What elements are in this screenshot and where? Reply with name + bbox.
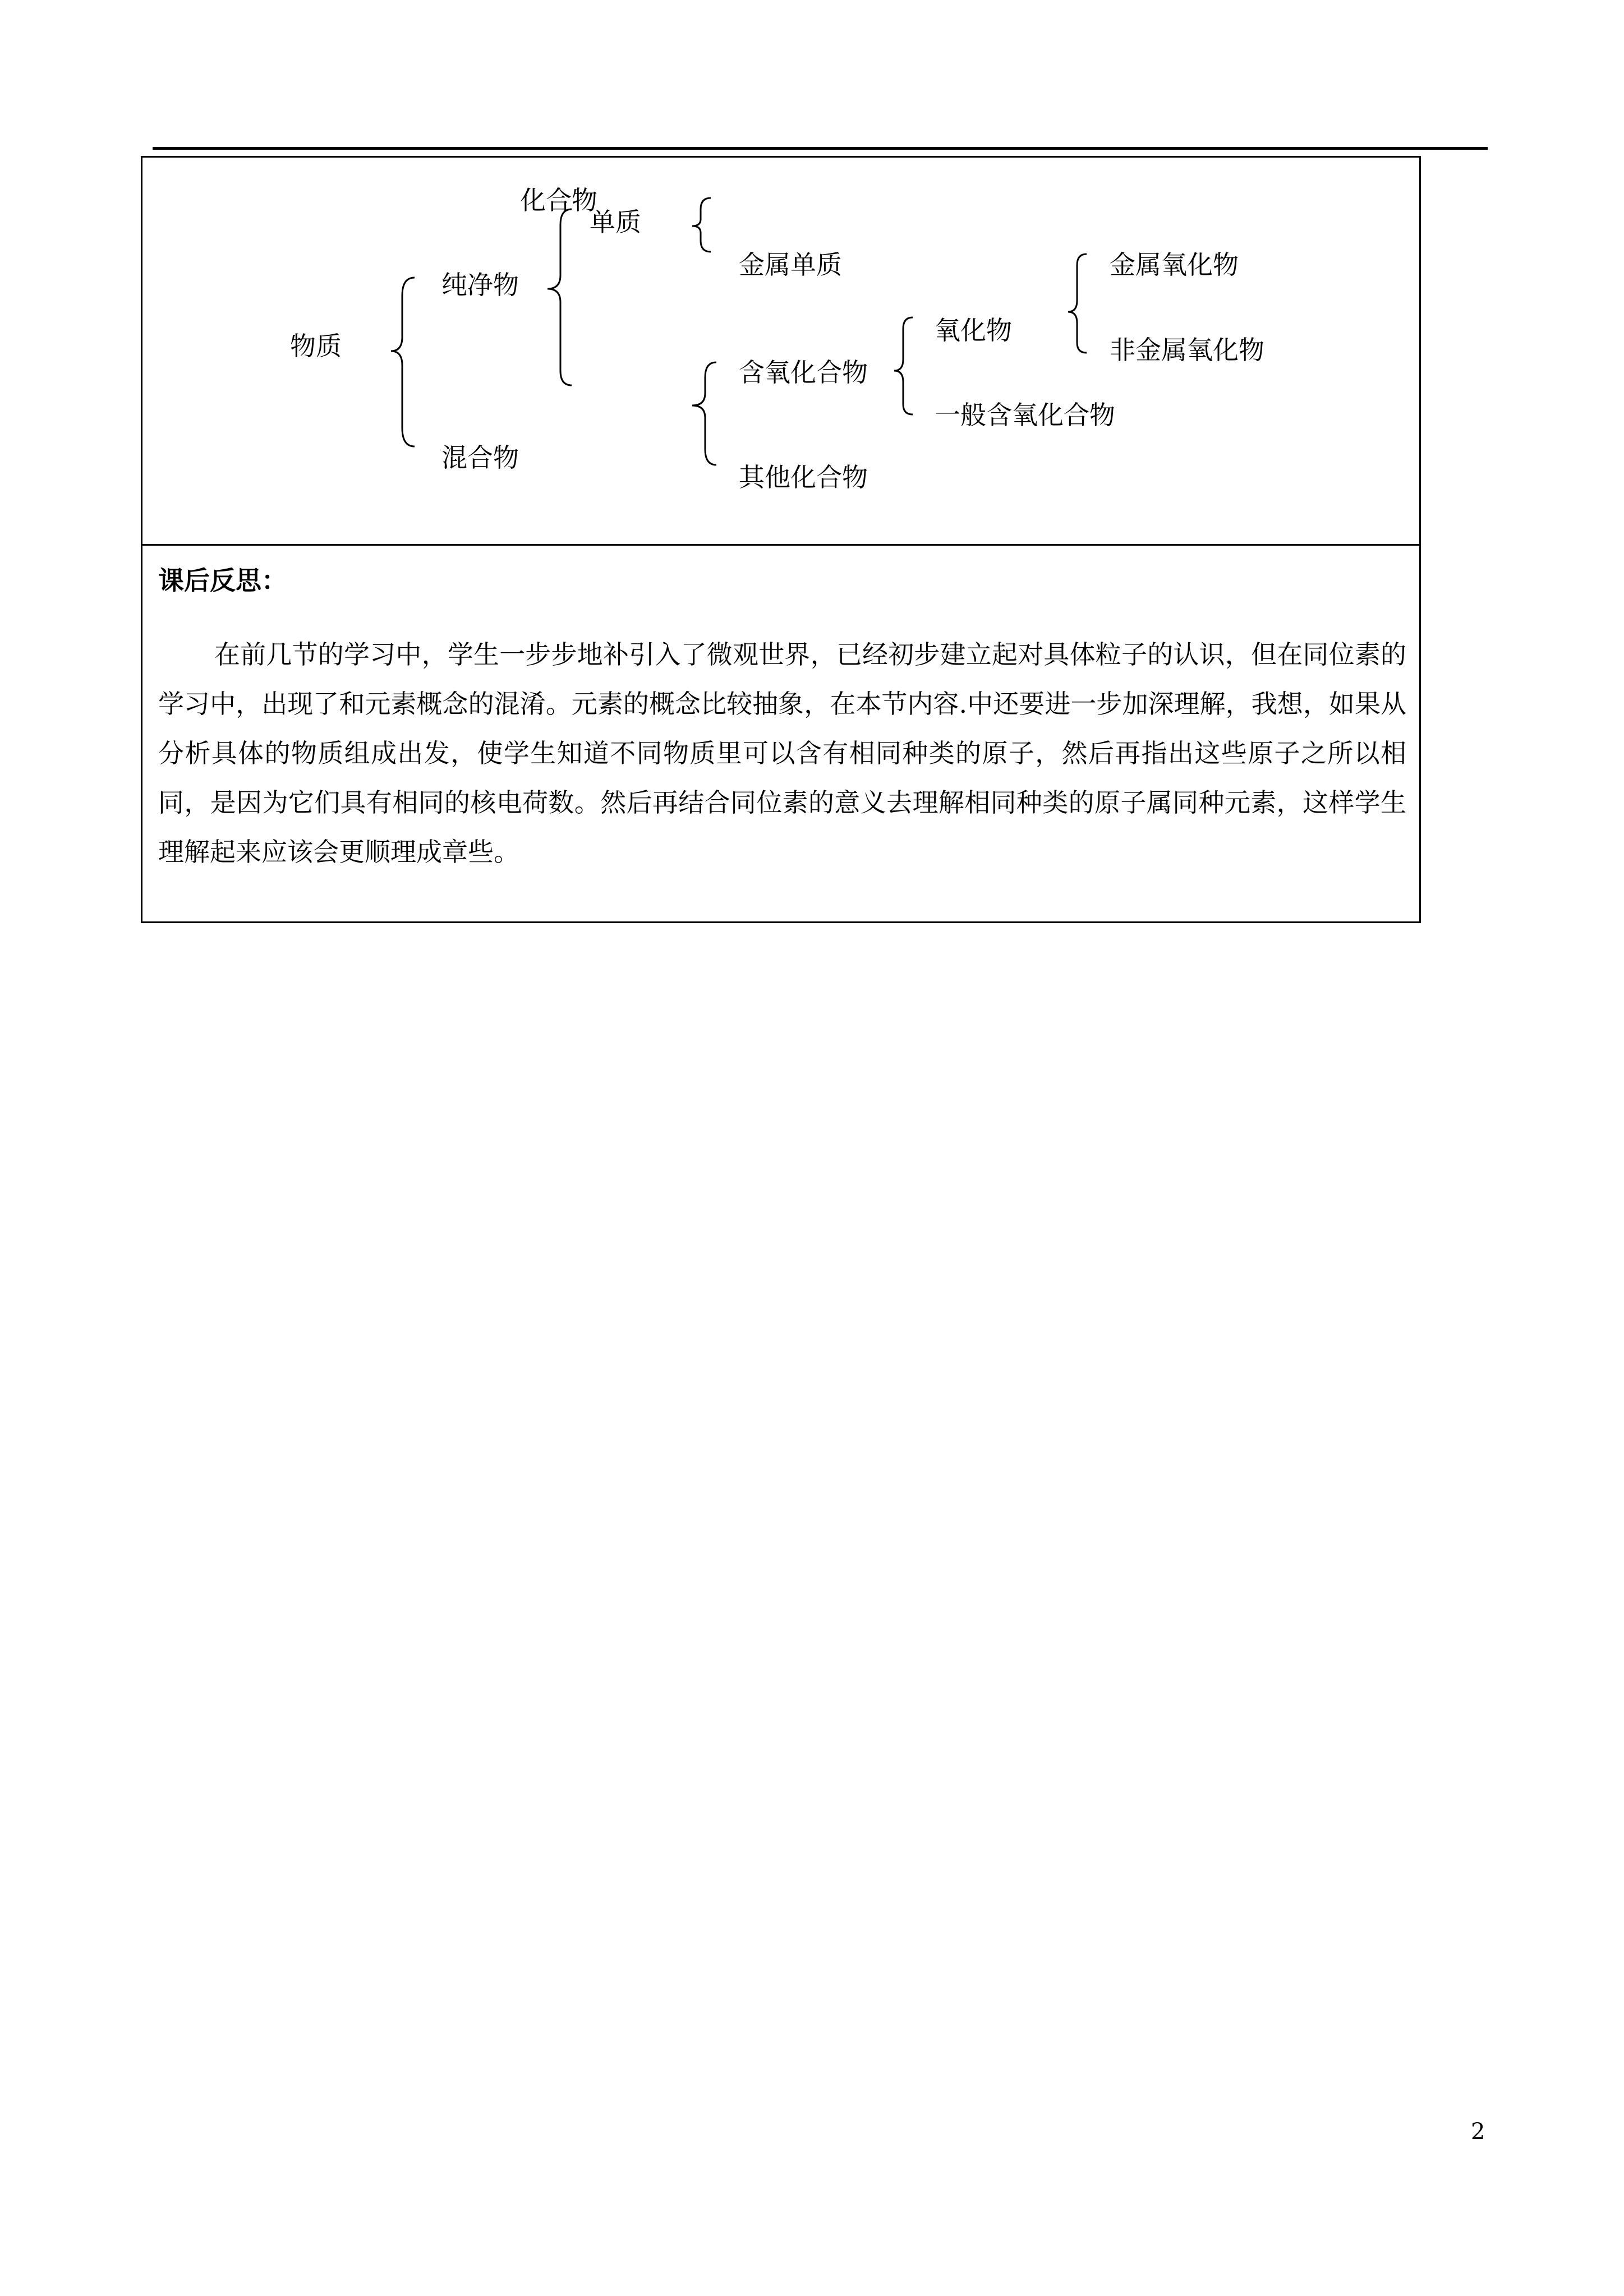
brace-oxide [1068, 254, 1087, 353]
reflection-paragraph: 在前几节的学习中，学生一步步地补引入了微观世界，已经初步建立起对具体粒子的认识，但在同位素的学习中，出现了和元素概念的混淆。元素的概念比较抽象，在本节内容.中还要进一步加深理解，我想，如果从分析具体的物质组成出发，使学生知道不同物质里可以含有相同种类的原子，然后再指出这些原子之所以相同，是因为它们具有相同的核电荷数。然后再结合同位素的意义去理解相同种类的原子属同种元素，这样学生理解起来应该会更顺理成章些。 [158, 639, 1406, 867]
node-pure-substance: 纯净物 [441, 270, 519, 300]
node-other-compound: 其他化合物 [739, 462, 868, 492]
node-metal-oxide: 金属氧化物 [1110, 250, 1239, 280]
reflection-title: 课后反思： [158, 565, 287, 596]
page-number: 2 [1471, 2119, 1485, 2145]
node-element-substance: 单质 [590, 207, 641, 237]
node-mixture: 混合物 [441, 442, 519, 473]
node-oxygen-compound: 含氧化合物 [739, 357, 868, 388]
lesson-table [141, 156, 1421, 923]
brace-oxygen-compound [894, 317, 913, 414]
brace-substance [391, 278, 415, 446]
node-oxide: 氧化物 [935, 315, 1012, 345]
node-metal-element: 金属单质 [739, 250, 842, 280]
header-rule [153, 147, 1488, 150]
node-nonmetal-oxide: 非金属氧化物 [1110, 335, 1264, 365]
node-general-oxygen-compound: 一般含氧化合物 [935, 400, 1115, 430]
brace-compound [692, 362, 716, 465]
node-substance: 物质 [290, 331, 342, 361]
diagram-braces [142, 158, 1419, 544]
classification-diagram [142, 158, 1419, 544]
row-divider [142, 544, 1419, 546]
brace-pure-substance [548, 209, 572, 385]
brace-element-substance [692, 198, 711, 252]
node-compound-top: 化合物 [520, 185, 597, 215]
